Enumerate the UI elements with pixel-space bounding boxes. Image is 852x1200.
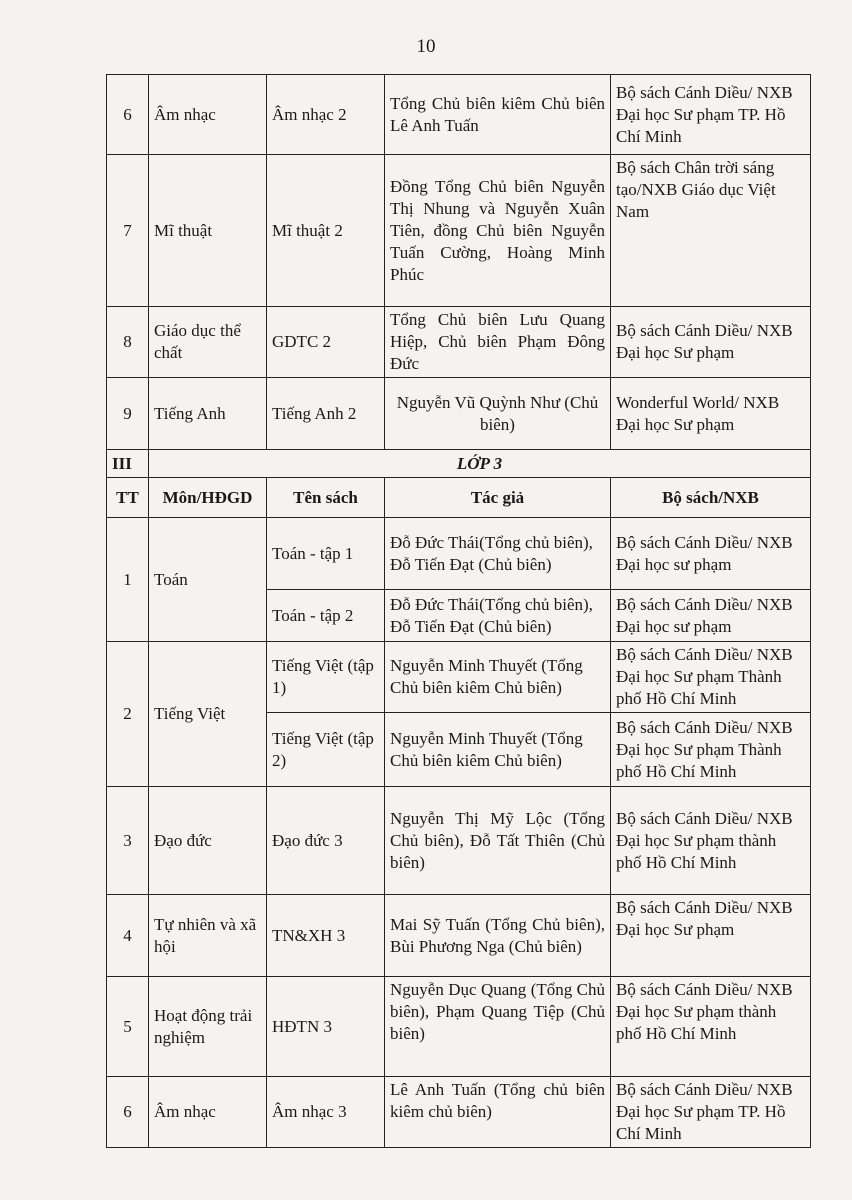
table-row xyxy=(107,977,811,1077)
table-row xyxy=(107,378,811,450)
author-cell: Đồng Tổng Chủ biên Nguyễn Thị Nhung và Nguyễn Xuân Tiên, đồng Chủ biên Nguyễn Tuấn Cường, Hoàng Minh Phúc xyxy=(385,155,611,307)
page-number: 10 xyxy=(416,36,436,57)
book-cell: Toán - tập 1 xyxy=(267,518,385,590)
author-cell: Tổng Chủ biên kiêm Chủ biên Lê Anh Tuấn xyxy=(385,75,611,155)
series-cell: Wonderful World/ NXB Đại học Sư phạm xyxy=(611,378,811,450)
row-number: 1 xyxy=(107,518,149,642)
table-row xyxy=(107,1077,811,1148)
table-row xyxy=(107,787,811,895)
author-cell: Nguyễn Vũ Quỳnh Như (Chủ biên) xyxy=(385,378,611,450)
subject-cell: Tiếng Anh xyxy=(149,378,267,450)
header-subject: Môn/HĐGD xyxy=(149,478,267,518)
row-number: 2 xyxy=(107,642,149,787)
subject-cell: Âm nhạc xyxy=(149,75,267,155)
series-cell: Bộ sách Cánh Diều/ NXB Đại học Sư phạm thành phố Hồ Chí Minh xyxy=(611,787,811,895)
header-author: Tác giả xyxy=(385,478,611,518)
series-cell: Bộ sách Cánh Diều/ NXB Đại học Sư phạm TP. Hồ Chí Minh xyxy=(611,75,811,155)
row-number: 8 xyxy=(107,307,149,378)
series-cell: Bộ sách Cánh Diều/ NXB Đại học Sư phạm TP. Hồ Chí Minh xyxy=(611,1077,811,1148)
author-cell: Lê Anh Tuấn (Tổng chủ biên kiêm chủ biên) xyxy=(385,1077,611,1148)
subject-cell: Tiếng Việt xyxy=(149,642,267,787)
table-row xyxy=(107,895,811,977)
book-cell: HĐTN 3 xyxy=(267,977,385,1077)
author-cell: Nguyễn Dục Quang (Tổng Chủ biên), Phạm Quang Tiệp (Chủ biên) xyxy=(385,977,611,1077)
row-number: 5 xyxy=(107,977,149,1077)
table-row xyxy=(107,518,811,590)
subject-cell: Giáo dục thể chất xyxy=(149,307,267,378)
book-cell: Mĩ thuật 2 xyxy=(267,155,385,307)
row-number: 9 xyxy=(107,378,149,450)
author-cell: Nguyễn Thị Mỹ Lộc (Tổng Chủ biên), Đỗ Tất Thiên (Chủ biên) xyxy=(385,787,611,895)
row-number: 6 xyxy=(107,1077,149,1148)
series-cell: Bộ sách Chân trời sáng tạo/NXB Giáo dục Việt Nam xyxy=(611,155,811,307)
textbook-table xyxy=(106,74,811,1148)
subject-cell: Đạo đức xyxy=(149,787,267,895)
row-number: 7 xyxy=(107,155,149,307)
section-number: III xyxy=(107,450,149,478)
book-cell: Tiếng Việt (tập 1) xyxy=(267,642,385,713)
author-cell: Nguyễn Minh Thuyết (Tổng Chủ biên kiêm Chủ biên) xyxy=(385,642,611,713)
author-cell: Đỗ Đức Thái(Tổng chủ biên), Đỗ Tiến Đạt (Chủ biên) xyxy=(385,518,611,590)
subject-cell: Toán xyxy=(149,518,267,642)
author-cell: Tổng Chủ biên Lưu Quang Hiệp, Chủ biên Phạm Đông Đức xyxy=(385,307,611,378)
book-cell: Tiếng Anh 2 xyxy=(267,378,385,450)
series-cell: Bộ sách Cánh Diều/ NXB Đại học Sư phạm thành phố Hồ Chí Minh xyxy=(611,977,811,1077)
series-cell: Bộ sách Cánh Diều/ NXB Đại học Sư phạm xyxy=(611,307,811,378)
book-cell: Tiếng Việt (tập 2) xyxy=(267,713,385,787)
table-row xyxy=(107,642,811,713)
series-cell: Bộ sách Cánh Diều/ NXB Đại học Sư phạm xyxy=(611,895,811,977)
row-number: 6 xyxy=(107,75,149,155)
table-row xyxy=(107,155,811,307)
row-number: 4 xyxy=(107,895,149,977)
header-tt: TT xyxy=(107,478,149,518)
book-cell: Toán - tập 2 xyxy=(267,590,385,642)
header-series: Bộ sách/NXB xyxy=(611,478,811,518)
book-cell: GDTC 2 xyxy=(267,307,385,378)
series-cell: Bộ sách Cánh Diều/ NXB Đại học Sư phạm Thành phố Hồ Chí Minh xyxy=(611,642,811,713)
series-cell: Bộ sách Cánh Diều/ NXB Đại học sư phạm xyxy=(611,590,811,642)
subject-cell: Âm nhạc xyxy=(149,1077,267,1148)
section-row xyxy=(107,450,811,478)
book-cell: Âm nhạc 3 xyxy=(267,1077,385,1148)
author-cell: Nguyễn Minh Thuyết (Tổng Chủ biên kiêm Chủ biên) xyxy=(385,713,611,787)
header-book: Tên sách xyxy=(267,478,385,518)
series-cell: Bộ sách Cánh Diều/ NXB Đại học Sư phạm Thành phố Hồ Chí Minh xyxy=(611,713,811,787)
subject-cell: Tự nhiên và xã hội xyxy=(149,895,267,977)
series-cell: Bộ sách Cánh Diều/ NXB Đại học sư phạm xyxy=(611,518,811,590)
table-row xyxy=(107,307,811,378)
book-cell: Đạo đức 3 xyxy=(267,787,385,895)
book-cell: Âm nhạc 2 xyxy=(267,75,385,155)
author-cell: Đỗ Đức Thái(Tổng chủ biên), Đỗ Tiến Đạt (Chủ biên) xyxy=(385,590,611,642)
section-title: LỚP 3 xyxy=(149,450,811,478)
subject-cell: Hoạt động trải nghiệm xyxy=(149,977,267,1077)
row-number: 3 xyxy=(107,787,149,895)
table-header-row xyxy=(107,478,811,518)
subject-cell: Mĩ thuật xyxy=(149,155,267,307)
table-row xyxy=(107,75,811,155)
book-cell: TN&XH 3 xyxy=(267,895,385,977)
author-cell: Mai Sỹ Tuấn (Tổng Chủ biên), Bùi Phương Nga (Chủ biên) xyxy=(385,895,611,977)
